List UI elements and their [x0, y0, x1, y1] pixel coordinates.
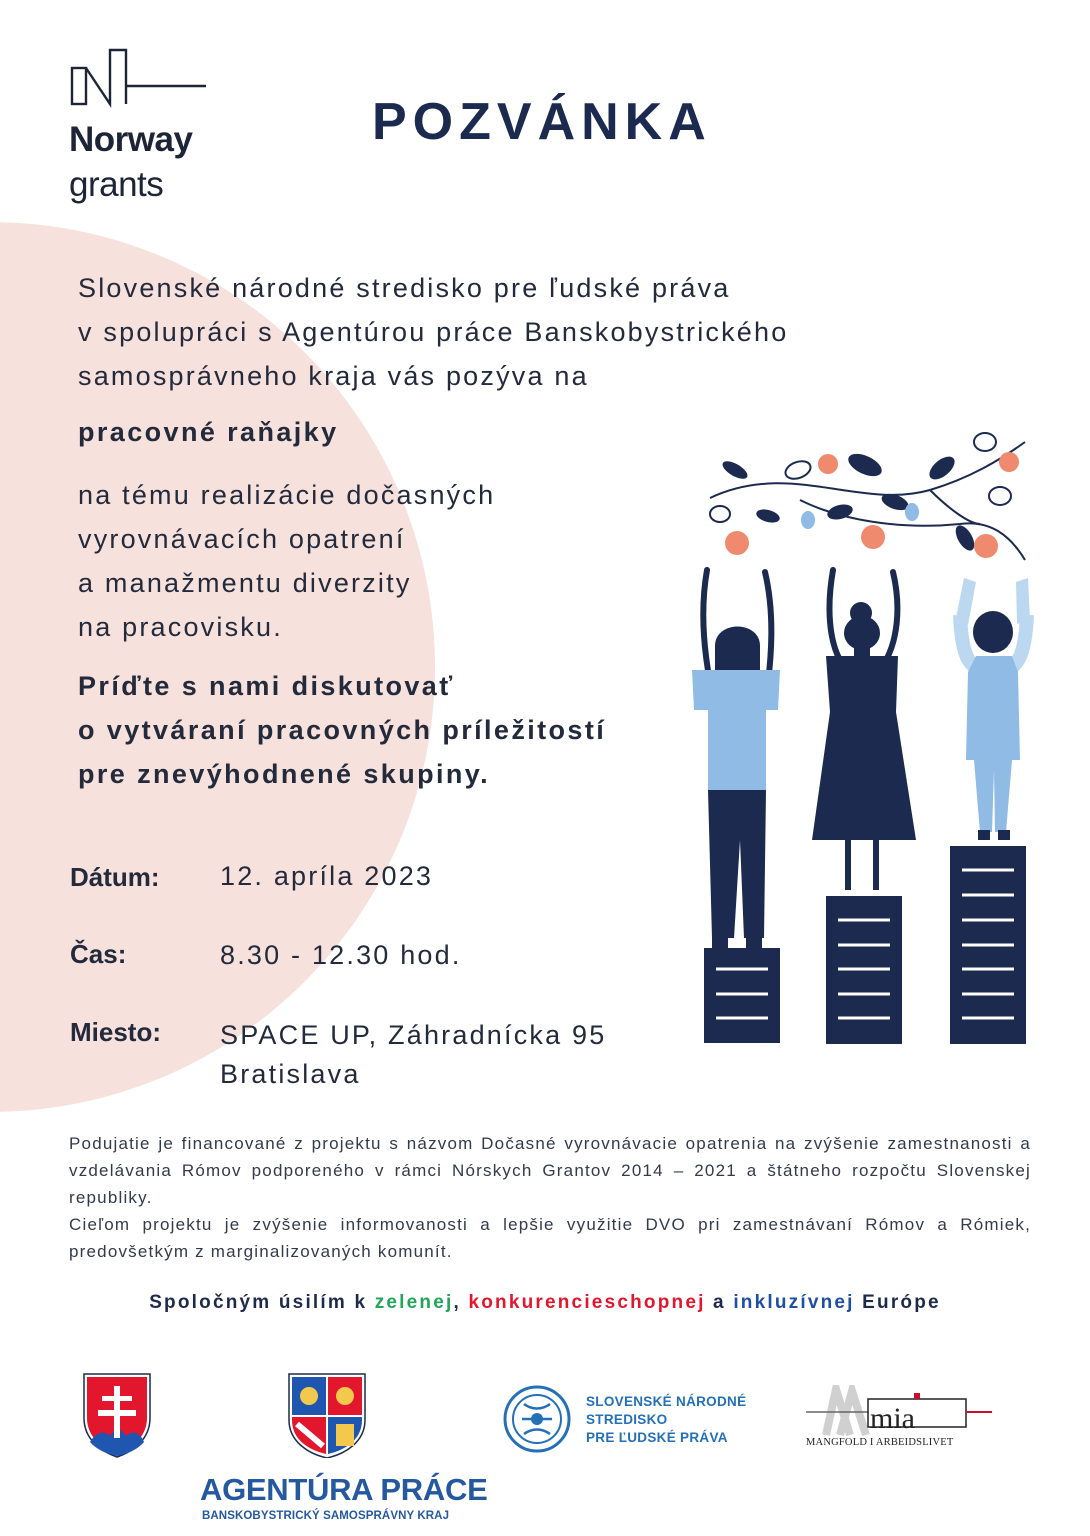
snspl-logo-text: [586, 1393, 746, 1447]
slogan-text: Spoločným úsilím k: [149, 1292, 375, 1313]
place-label: Miesto:: [70, 1017, 161, 1047]
branch-illustration: [710, 433, 1025, 560]
slogan-separator: ,: [453, 1292, 469, 1313]
cta-line: o vytváraní pracovných príležitostí: [78, 715, 607, 745]
place-city: Bratislava: [220, 1059, 361, 1089]
mia-logo-subtitle: MANGFOLD I ARBEIDSLIVET: [806, 1437, 954, 1448]
slogan-text: Európe: [854, 1292, 941, 1313]
topic-line: a manažmentu diverzity: [78, 568, 412, 598]
snspl-logo-icon: [502, 1384, 572, 1454]
person-middle: [812, 570, 916, 890]
person-left: [692, 570, 780, 948]
page-title: POZVÁNKA: [372, 93, 712, 151]
intro-line: samosprávneho kraja vás pozýva na: [78, 361, 589, 391]
date-value: 12. apríla 2023: [220, 861, 434, 891]
topic-text: [78, 473, 495, 649]
norway-wordmark: Norway: [69, 120, 193, 159]
grants-wordmark: grants: [69, 165, 164, 204]
time-label: Čas:: [70, 939, 127, 969]
intro-line: Slovenské národné stredisko pre ľudské práva: [78, 273, 731, 303]
slogan-blue: inkluzívnej: [733, 1292, 855, 1313]
illustration-people-reaching: [680, 420, 1040, 1050]
slogan-separator: a: [705, 1292, 734, 1313]
funding-paragraph: Podujatie je financované z projektu s názvom Dočasné vyrovnávacie opatrenia na zvýšenie zamestnanosti a vzdelávania Rómov podporeného v rámci Nórskych Grantov 2014 – 2021 a štátneho rozpočtu Slovenskej republiky.: [69, 1134, 1031, 1207]
slogan-red: konkurencieschopnej: [468, 1292, 706, 1313]
project-goal-paragraph: Cieľom projektu je zvýšenie informovanosti a lepšie využitie DVO pri zamestnávaní Rómov a Rómiek, predovšetkým z marginalizovaných komunít.: [69, 1215, 1031, 1261]
topic-line: na pracovisku.: [78, 612, 283, 642]
snspl-line: SLOVENSKÉ NÁRODNÉ: [586, 1394, 747, 1409]
slogan: [0, 1292, 1090, 1314]
date-label: Dátum:: [70, 862, 160, 892]
topic-line: vyrovnávacích opatrení: [78, 524, 406, 554]
snspl-line: PRE ĽUDSKÉ PRÁVA: [586, 1430, 728, 1445]
time-value: 8.30 - 12.30 hod.: [220, 940, 462, 970]
call-to-action: [78, 664, 606, 796]
slogan-green: zelenej: [374, 1292, 454, 1313]
funding-note: [69, 1130, 1031, 1265]
slovak-coat-of-arms-icon: [82, 1372, 152, 1458]
topic-line: na tému realizácie dočasných: [78, 480, 496, 510]
banska-bystrica-crest-icon: [287, 1372, 367, 1458]
intro-line: v spolupráci s Agentúrou práce Banskobystrického: [78, 317, 789, 347]
norway-grants-logo-mark: [70, 48, 210, 108]
place-value: [220, 1016, 606, 1094]
person-right: [956, 578, 1030, 840]
snspl-line: STREDISKO: [586, 1412, 668, 1427]
cta-line: Príďte s nami diskutovať: [78, 671, 455, 701]
place-address: SPACE UP, Záhradnícka 95: [220, 1020, 607, 1050]
mia-logo-text: mia: [870, 1402, 915, 1435]
event-name: pracovné raňajky: [78, 417, 339, 447]
agentura-prace-subtitle: BANSKOBYSTRICKÝ SAMOSPRÁVNY KRAJ: [202, 1510, 450, 1522]
intro-text: [78, 266, 788, 398]
cta-line: pre znevýhodnené skupiny.: [78, 759, 491, 789]
agentura-prace-logo-text: AGENTÚRA PRÁCE: [200, 1472, 488, 1507]
